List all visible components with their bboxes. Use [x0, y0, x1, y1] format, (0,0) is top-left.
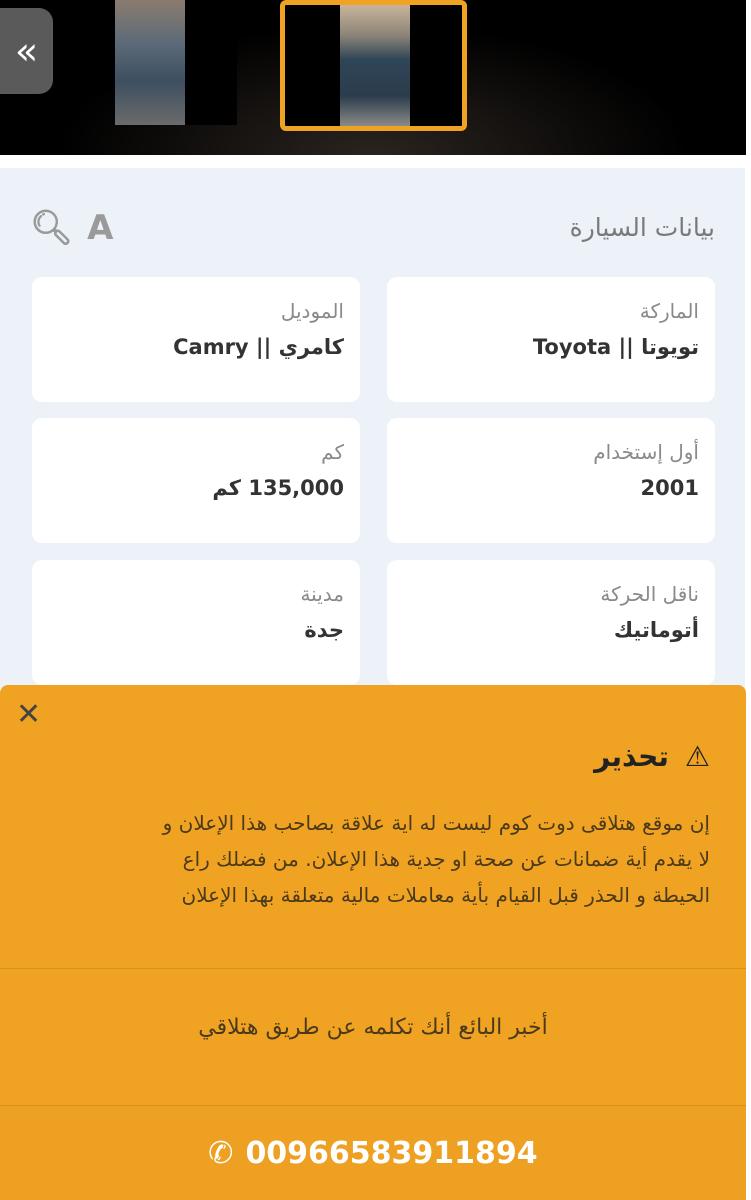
- phone-number: 00966583911894: [245, 1135, 538, 1171]
- warning-line: إن موقع هتلاقى دوت كوم ليست له اية علاقة بصاحب هذا الإعلان و: [162, 811, 710, 835]
- warning-text: [30, 805, 710, 913]
- gallery-prev-button[interactable]: [0, 8, 53, 94]
- field-label: الموديل: [280, 299, 344, 323]
- warning-line: لا يقدم أية ضمانات عن صحة او جدية هذا الإعلان. من فضلك راع: [182, 847, 710, 871]
- field-card-transmission: [387, 560, 715, 685]
- field-value: كامري || Camry: [173, 335, 344, 359]
- call-button[interactable]: [0, 1105, 746, 1200]
- field-label: الماركة: [639, 299, 699, 323]
- field-label: مدينة: [300, 582, 344, 606]
- image-gallery: [0, 0, 746, 155]
- field-value: تويوتا || Toyota: [532, 335, 699, 359]
- section-title: بيانات السيارة: [569, 213, 715, 242]
- field-label: أول إستخدام: [593, 440, 699, 464]
- tell-seller-text: أخبر البائع أنك تكلمه عن طريق هتلاقي: [198, 1015, 548, 1040]
- field-card-city: [32, 560, 360, 685]
- car-photo: [115, 0, 185, 125]
- field-value: جدة: [304, 618, 344, 642]
- field-label: ناقل الحركة: [600, 582, 699, 606]
- warning-line: الحيطة و الحذر قبل القيام بأية معاملات مالية متعلقة بهذا الإعلان: [181, 883, 710, 907]
- gallery-thumbnail[interactable]: [115, 0, 237, 125]
- phone-icon: ✆: [208, 1135, 234, 1171]
- warning-title: تحذير: [594, 740, 669, 773]
- field-card-brand: [387, 277, 715, 402]
- chevron-left-icon: «: [14, 29, 39, 73]
- car-photo: [340, 5, 410, 126]
- car-data-panel: [0, 168, 745, 688]
- key-icon[interactable]: 🔍︎: [30, 208, 74, 248]
- font-size-icon[interactable]: A: [87, 208, 114, 248]
- gallery-thumbnail-selected[interactable]: [280, 0, 467, 131]
- field-value: 135,000 كم: [212, 476, 344, 500]
- field-card-first-use: [387, 418, 715, 543]
- close-icon[interactable]: ✕: [16, 697, 42, 732]
- warning-icon: ⚠: [684, 740, 710, 773]
- field-label: كم: [321, 440, 344, 464]
- field-value: 2001: [640, 476, 699, 500]
- field-card-mileage: [32, 418, 360, 543]
- field-card-model: [32, 277, 360, 402]
- warning-sheet: [0, 685, 746, 1200]
- field-value: أتوماتيك: [613, 618, 699, 642]
- divider: [0, 968, 746, 969]
